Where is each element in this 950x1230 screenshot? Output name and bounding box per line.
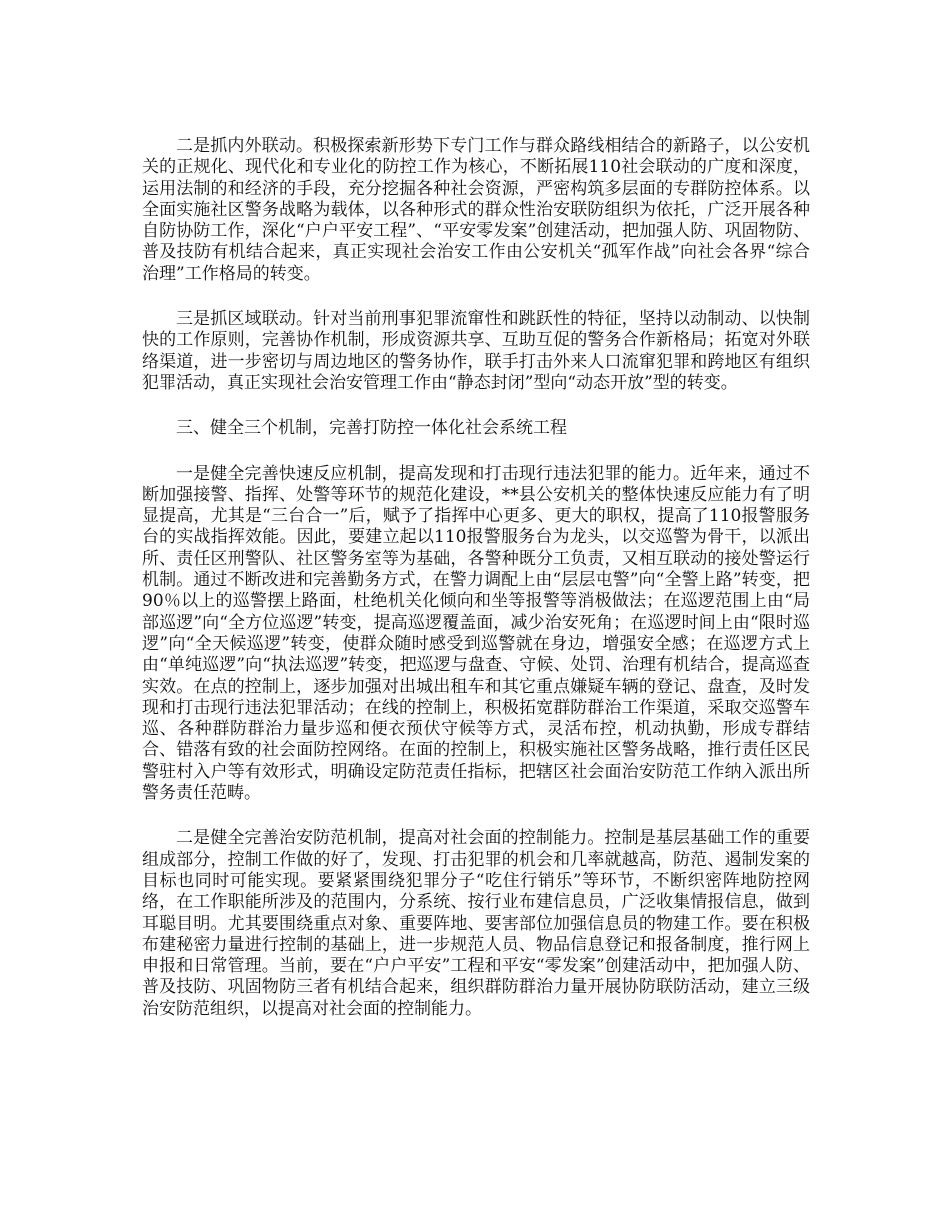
paragraph-rapid-response-mechanism: 一是健全完善快速反应机制，提高发现和打击现行违法犯罪的能力。近年来，通过不断加强接警、指挥、处警等环节的规范化建设，**县公安机关的整体快速反应能力有了明显提高，尤其是“三台合一”后，赋予了指挥中心更多、更大的职权，提高了110报警服务台的实战指挥效能。因此，要建立起以110报警服务台为龙头，以交巡警为骨干，以派出所、责任区刑警队、社区警务室等为基础，各警种既分工负责，又相互联动的接处警运行机制。通过不断改进和完善勤务方式，在警力调配上由“层层屯警”向“全警上路”转变，把90％以上的巡警摆上路面，杜绝机关化倾向和坐等报警等消极做法；在巡逻范围上由“局部巡逻”向“全方位巡逻”转变，提高巡逻覆盖面，减少治安死角；在巡逻时间上由“限时巡逻”向“全天候巡逻”转变，使群众随时感受到巡警就在身边，增强安全感；在巡逻方式上由“单纯巡逻”向“执法巡逻”转变，把巡逻与盘查、守候、处罚、治理有机结合，提高巡查实效。在点的控制上，逐步加强对出城出租车和其它重点嫌疑车辆的登记、盘查，及时发现和打击现行违法犯罪活动；在线的控制上，积极拓宽群防群治工作渠道，采取交巡警车巡、各种群防群治力量步巡和便衣预伏守候等方式，灵活布控，机动执勤，形成专群结合、错落有致的社会面防控网络。在面的控制上，积极实施社区警务战略，推行责任区民警驻村入户等有效形式，明确设定防范责任指标，把辖区社会面治安防范工作纳入派出所警务责任范畴。 [142,463,810,804]
section-heading-three-mechanisms: 三、健全三个机制，完善打防控一体化社会系统工程 [176,418,567,439]
document-body [142,136,810,1044]
paragraph-security-prevention-mechanism: 二是健全完善治安防范机制，提高对社会面的控制能力。控制是基层基础工作的重要组成部分，控制工作做的好了，发现、打击犯罪的机会和几率就越高，防范、遏制发案的目标也同时可能实现。要紧紧围绕犯罪分子“吃住行销乐”等环节，不断织密阵地防控网络，在工作职能所涉及的范围内，分系统、按行业布建信息员，广泛收集情报信息，做到耳聪目明。尤其要围绕重点对象、重要阵地、要害部位加强信息员的物建工作。要在积极布建秘密力量进行控制的基础上，进一步规范人员、物品信息登记和报备制度，推行网上申报和日常管理。当前，要在“户户平安”工程和平安“零发案”创建活动中，把加强人防、普及技防、巩固物防三者有机结合起来，组织群防群治力量开展协防联防活动，建立三级治安防范组织，以提高对社会面的控制能力。 [142,828,810,1019]
paragraph-regional-linkage: 三是抓区域联动。针对当前刑事犯罪流窜性和跳跃性的特征，坚持以动制动、以快制快的工作原则，完善协作机制，形成资源共享、互助互促的警务合作新格局；拓宽对外联络渠道，进一步密切与周边地区的警务协作，联手打击外来人口流窜犯罪和跨地区有组织犯罪活动，真正实现社会治安管理工作由“静态封闭”型向“动态开放”型的转变。 [142,309,810,393]
paragraph-inner-outer-linkage: 二是抓内外联动。积极探索新形势下专门工作与群众路线相结合的新路子，以公安机关的正规化、现代化和专业化的防控工作为核心，不断拓展110社会联动的广度和深度，运用法制的和经济的手段，充分挖掘各种社会资源，严密构筑多层面的专群防控体系。以全面实施社区警务战略为载体，以各种形式的群众性治安联防组织为依托，广泛开展各种自防协防工作，深化“户户平安工程”、“平安零发案”创建活动，把加强人防、巩固物防、普及技防有机结合起来，真正实现社会治安工作由公安机关“孤军作战”向社会各界“综合治理”工作格局的转变。 [142,136,810,284]
